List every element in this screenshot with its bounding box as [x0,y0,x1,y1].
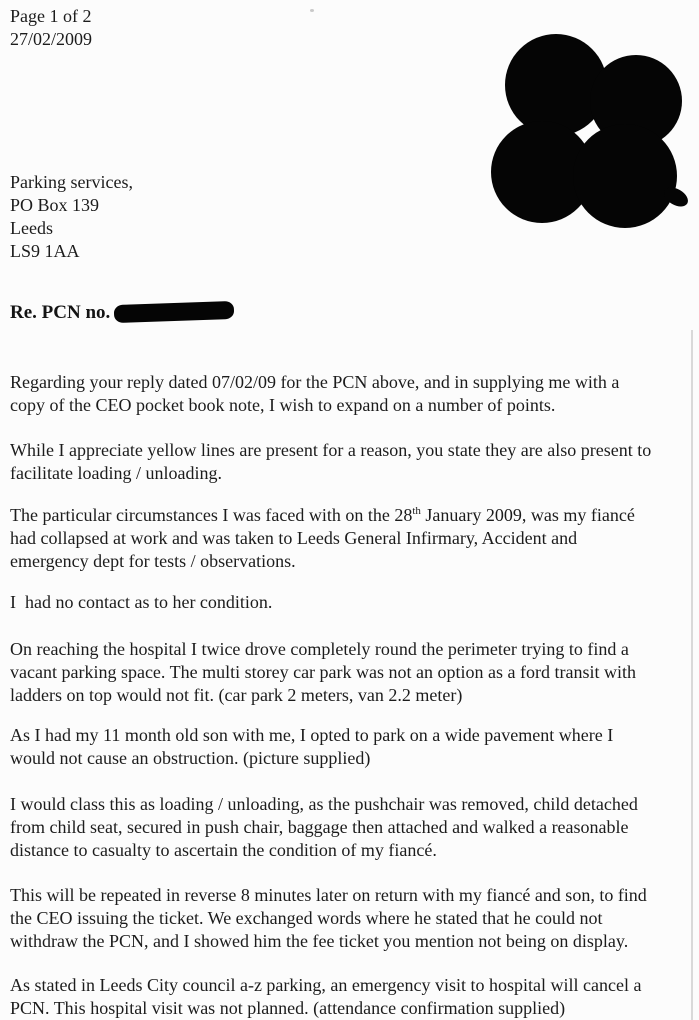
paragraph-9 [10,974,695,1020]
body-line: ladders on top would not fit. (car park 2 meters, van 2.2 meter) [10,685,463,705]
paragraph-7 [10,793,695,862]
subject-line [10,301,234,324]
recipient-address [10,171,133,263]
body-line: distance to casualty to ascertain the condition of my fiancé. [10,840,437,860]
paragraph-2 [10,439,695,485]
redacted-sender-address-blob [490,25,699,235]
redacted-pcn-number-bar [114,301,235,323]
recipient-line: LS9 1AA [10,241,80,261]
body-line [10,504,695,527]
body-line: from child seat, secured in push chair, baggage then attached and walked a reasonable [10,817,629,837]
body-line: I would class this as loading / unloading, as the pushchair was removed, child detached [10,794,638,814]
body-line: While I appreciate yellow lines are present for a reason, you state they are also present to [10,440,652,460]
paragraph-8 [10,884,695,953]
recipient-line: PO Box 139 [10,195,100,215]
page-number: Page 1 of 2 [10,6,92,26]
ordinal-superscript: th [412,505,421,517]
body-line-text: The particular circumstances I was faced with on the 28 [10,505,413,525]
body-line: As I had my 11 month old son with me, I opted to park on a wide pavement where I [10,725,614,745]
body-line: As stated in Leeds City council a-z parking, an emergency visit to hospital will cancel a [10,975,642,995]
body-line: had collapsed at work and was taken to Leeds General Infirmary, Accident and [10,528,578,548]
paragraph-5 [10,638,695,707]
body-line: would not cause an obstruction. (picture supplied) [10,748,371,768]
body-line: On reaching the hospital I twice drove completely round the perimeter trying to find a [10,639,629,659]
paragraph-1 [10,371,695,417]
scan-edge-artifact [691,330,693,1020]
body-line: vacant parking space. The multi storey car park was not an option as a ford transit with [10,662,636,682]
recipient-line: Leeds [10,218,53,238]
letter-date: 27/02/2009 [10,29,93,49]
body-line: emergency dept for tests / observations. [10,551,296,571]
letter-header [10,5,92,51]
scan-speck [310,9,314,12]
paragraph-4 [10,591,695,614]
body-line: copy of the CEO pocket book note, I wish to expand on a number of points. [10,395,556,415]
subject-label: Re. PCN no. [10,302,111,323]
paragraph-6 [10,724,695,770]
body-line: PCN. This hospital visit was not planned. (attendance confirmation supplied) [10,998,566,1018]
body-line-text: January 2009, was my fiancé [420,505,635,525]
recipient-line: Parking services, [10,172,133,192]
body-line: withdraw the PCN, and I showed him the fee ticket you mention not being on display. [10,931,629,951]
body-line: This will be repeated in reverse 8 minutes later on return with my fiancé and son, to find [10,885,647,905]
body-line: Regarding your reply dated 07/02/09 for the PCN above, and in supplying me with a [10,372,620,392]
body-line: facilitate loading / unloading. [10,463,222,483]
paragraph-3 [10,504,695,573]
body-line: the CEO issuing the ticket. We exchanged words where he stated that he could not [10,908,603,928]
body-line: I had no contact as to her condition. [10,592,273,612]
